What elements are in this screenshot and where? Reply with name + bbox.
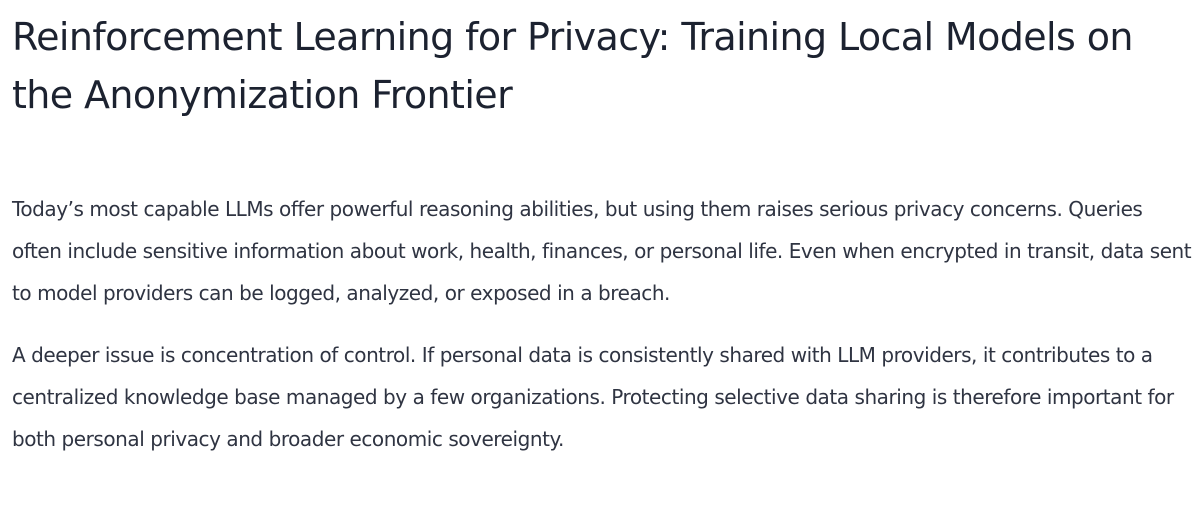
- article-title: Reinforcement Learning for Privacy: Training Local Models on the Anonymization Frontier: [12, 15, 1133, 117]
- article-paragraph-1: Today’s most capable LLMs offer powerful reasoning abilities, but using them raises serious privacy concerns. Queries often include sensitive information about work, health, finances, or personal life. Even when encrypted in transit, data sent to model providers can be logged, analyzed, or exposed in a breach.: [12, 197, 1192, 305]
- article-paragraph-2: A deeper issue is concentration of control. If personal data is consistently shared with LLM providers, it contributes to a centralized knowledge base managed by a few organizations. Protecting selective data sharing is therefore important for both personal privacy and broader economic sovereignty.: [12, 343, 1174, 451]
- article: [12, 0, 1194, 460]
